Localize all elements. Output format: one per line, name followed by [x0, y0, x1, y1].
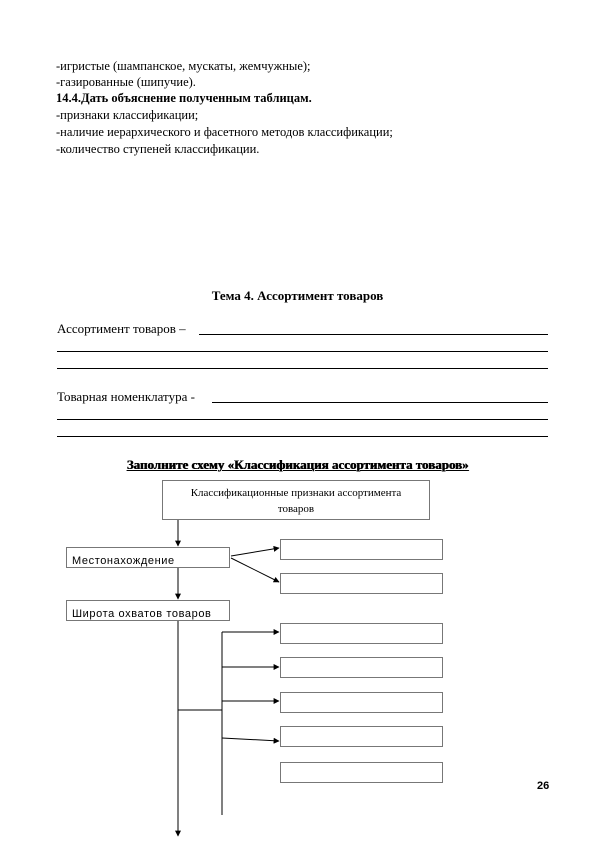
connector-arrow — [231, 548, 279, 556]
root-box-line1: Классификационные признаки ассортимента — [190, 487, 402, 499]
connector-arrow — [222, 738, 279, 741]
root-box-line2: товаров — [277, 503, 315, 515]
list-line-carbonated: -газированные (шипучие). — [56, 75, 196, 89]
coverage-node-label: Широта охватов товаров — [72, 608, 212, 620]
list-item-features: -признаки классификации; — [56, 108, 199, 122]
topic-title: Тема 4. Ассортимент товаров — [211, 288, 384, 303]
page-number: 26 — [537, 780, 550, 792]
location-node-label: Местонахождение — [72, 555, 175, 567]
list-item-steps: -количество ступеней классификации. — [56, 142, 260, 156]
assortment-label: Ассортимент товаров – — [57, 321, 186, 336]
nomenclature-label: Товарная номенклатура - — [57, 389, 195, 404]
list-item-methods: -наличие иерархического и фасетного методов классификации; — [56, 125, 393, 139]
schema-title: Заполните схему «Классификация ассортимента товаров» — [126, 457, 469, 472]
task-heading: 14.4.Дать объяснение полученным таблицам. — [56, 91, 312, 105]
connector-arrow — [231, 558, 279, 582]
list-line-sparkling: -игристые (шампанское, мускаты, жемчужные); — [56, 59, 311, 73]
